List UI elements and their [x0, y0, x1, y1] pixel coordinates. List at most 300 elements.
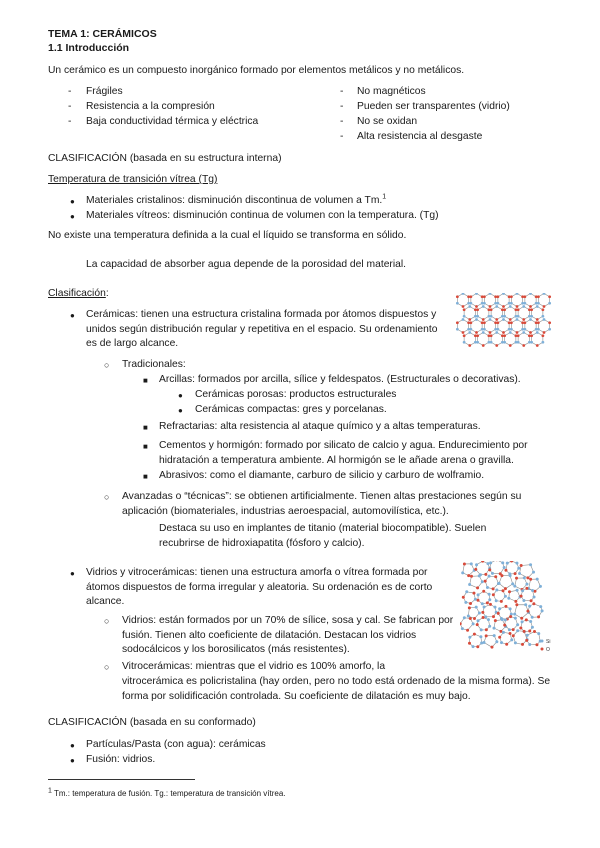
silicon-atom: [478, 574, 481, 577]
oxygen-atom: [517, 308, 520, 311]
silicon-atom: [531, 589, 534, 592]
porosity-note: La capacidad de absorber agua depende de la porosidad del material.: [86, 259, 407, 270]
list-item: Resistencia a la compresión: [86, 101, 215, 112]
oxygen-atom: [519, 627, 522, 630]
silicon-atom: [486, 562, 489, 565]
silicon-atom: [479, 635, 482, 638]
crystal-cell: [471, 320, 482, 333]
intro-paragraph: Un cerámico es un compuesto inorgánico formado por elementos metálicos y no metálicos.: [48, 65, 465, 76]
silicon-atom: [513, 585, 516, 588]
silicon-atom: [495, 331, 498, 334]
square-bullet-icon: ■: [143, 472, 148, 481]
disc-bullet-icon: ●: [70, 569, 75, 578]
oxygen-atom: [548, 321, 551, 324]
list-item: No se oxidan: [357, 116, 418, 127]
arcillas-sub-item: Cerámicas compactas: gres y porcelanas.: [195, 404, 387, 415]
oxygen-atom: [469, 295, 472, 298]
silicon-atom: [463, 616, 466, 619]
oxygen-atom: [515, 577, 518, 580]
oxygen-atom: [492, 615, 495, 618]
silicon-atom: [463, 341, 466, 344]
oxygen-atom: [475, 305, 478, 308]
oxygen-atom: [504, 587, 507, 590]
silicon-atom: [504, 618, 507, 621]
crystal-cell: [498, 294, 509, 307]
silicon-atom: [522, 305, 525, 308]
oxygen-atom: [529, 305, 532, 308]
oxygen-atom: [481, 611, 484, 614]
oxygen-atom: [516, 305, 519, 308]
oxygen-atom: [530, 308, 533, 311]
silicon-atom: [488, 593, 491, 596]
silicon-atom: [464, 601, 467, 604]
oxygen-atom: [512, 634, 515, 637]
silicon-atom: [461, 627, 464, 630]
silicon-atom: [502, 318, 505, 321]
oxygen-atom: [462, 331, 465, 334]
oxygen-atom: [530, 334, 533, 337]
oxygen-atom: [498, 636, 501, 639]
oxygen-atom: [543, 331, 546, 334]
oxygen-atom: [476, 623, 479, 626]
silicon-atom: [483, 302, 486, 305]
dash-marker: -: [340, 101, 344, 112]
crystal-cell: [464, 333, 475, 346]
glass-ring: [499, 576, 513, 589]
silicon-atom: [548, 328, 551, 331]
oxygen-atom: [525, 639, 528, 642]
silicon-atom: [468, 305, 471, 308]
oxygen-atom: [468, 606, 471, 609]
oxygen-atom: [514, 572, 517, 575]
oxygen-atom: [485, 634, 488, 637]
list-item: No magnéticos: [357, 86, 426, 97]
silicon-atom: [530, 315, 533, 318]
crystal-cell: [532, 307, 543, 320]
oxygen-atom: [510, 321, 513, 324]
oxygen-atom: [494, 575, 497, 578]
crystal-cell: [538, 320, 549, 333]
oxygen-atom: [529, 331, 532, 334]
silicon-atom: [475, 318, 478, 321]
tradicionales-label: Tradicionales:: [122, 359, 186, 370]
silicon-atom: [529, 318, 532, 321]
glass-ring: [463, 564, 475, 576]
square-bullet-icon: ■: [143, 376, 148, 385]
crystal-cell: [532, 333, 543, 346]
silicon-atom: [476, 315, 479, 318]
oxygen-atom: [535, 643, 538, 646]
silicon-atom: [529, 563, 532, 566]
silicon-atom: [537, 328, 540, 331]
amorphous-structure-figure: [460, 561, 554, 659]
oxygen-atom: [473, 617, 476, 620]
circle-bullet-icon: ○: [104, 492, 110, 502]
silicon-atom: [475, 606, 478, 609]
disc-bullet-icon: ●: [70, 212, 75, 221]
oxygen-atom: [456, 321, 459, 324]
silicon-atom: [532, 571, 535, 574]
footnote: [48, 787, 286, 802]
vitroceramicas-line: Vitrocerámicas: mientras que el vidrio es 100% amorfo, la: [122, 661, 386, 672]
silicon-atom: [514, 617, 517, 620]
oxygen-atom: [529, 578, 532, 581]
oxygen-atom: [523, 630, 526, 633]
oxygen-atom: [541, 334, 544, 337]
disc-bullet-icon: ●: [178, 406, 183, 415]
ceramicas-paragraph: Cerámicas: tienen una estructura cristalina formada por átomos dispuestos y unidos según distribución regular y repetitiva en el espacio. Su ordenamiento es de largo alcance.: [86, 309, 438, 350]
oxygen-atom: [468, 642, 471, 645]
oxygen-atom: [530, 599, 533, 602]
crystal-cell: [525, 294, 536, 307]
oxygen-atom: [536, 318, 539, 321]
oxygen-atom: [496, 321, 499, 324]
square-bullet-icon: ■: [143, 423, 148, 432]
disc-bullet-icon: ●: [70, 311, 75, 320]
silicon-atom: [476, 341, 479, 344]
oxygen-atom: [520, 595, 523, 598]
oxygen-atom: [499, 630, 502, 633]
silicon-atom: [481, 580, 484, 583]
silicon-atom: [472, 645, 475, 648]
silicon-atom: [517, 567, 520, 570]
oxygen-atom: [484, 580, 487, 583]
clasificacion-heading: [48, 287, 109, 302]
disc-bullet-icon: ●: [70, 197, 75, 206]
disc-bullet-icon: ●: [178, 391, 183, 400]
oxygen-atom: [476, 645, 479, 648]
silicon-atom: [525, 583, 528, 586]
silicon-atom: [529, 620, 532, 623]
oxygen-atom: [486, 601, 489, 604]
oxygen-atom: [532, 602, 535, 605]
legend-silicon-swatch: [541, 640, 544, 643]
silicon-atom: [482, 331, 485, 334]
silicon-atom: [495, 599, 498, 602]
clasificacion-label: Clasificación: [48, 288, 106, 299]
oxygen-atom: [497, 612, 500, 615]
silicon-atom: [514, 641, 517, 644]
silicon-atom: [493, 627, 496, 630]
silicon-atom: [487, 618, 490, 621]
silicon-atom: [470, 562, 473, 565]
legend-silicon-label: Si: [546, 639, 551, 645]
footnote-divider: [48, 779, 195, 780]
oxygen-atom: [533, 630, 536, 633]
silicon-atom: [477, 593, 480, 596]
footnote-text: Tm.: temperatura de fusión. Tg.: temperatura de transición vítrea.: [53, 789, 286, 798]
silicon-atom: [509, 574, 512, 577]
oxygen-atom: [495, 318, 498, 321]
silicon-atom: [522, 331, 525, 334]
oxygen-atom: [536, 344, 539, 347]
oxygen-atom: [522, 318, 525, 321]
oxygen-atom: [522, 344, 525, 347]
oxygen-atom: [503, 334, 506, 337]
list-item: Frágiles: [86, 86, 123, 97]
oxygen-atom: [523, 321, 526, 324]
silicon-atom: [537, 302, 540, 305]
silicon-atom: [510, 638, 513, 641]
oxygen-atom: [520, 564, 523, 567]
silicon-atom: [503, 566, 506, 569]
arcillas-item: Arcillas: formados por arcilla, sílice y feldespatos. (Estructurales o decorativas).: [159, 374, 521, 385]
silicon-atom: [531, 626, 534, 629]
silicon-atom: [513, 613, 516, 616]
oxygen-atom: [504, 569, 507, 572]
silicon-atom: [517, 315, 520, 318]
silicon-atom: [490, 341, 493, 344]
conformado-item: Partículas/Pasta (con agua): cerámicas: [86, 739, 266, 750]
section-heading: 1.1 Introducción: [48, 42, 130, 54]
crystal-cell: [484, 294, 495, 307]
silicon-atom: [489, 561, 492, 564]
silicon-atom: [483, 328, 486, 331]
disc-bullet-icon: ●: [70, 756, 75, 765]
silicon-atom: [531, 616, 534, 619]
crystal-cell: [518, 307, 529, 320]
oxygen-atom: [526, 576, 529, 579]
silicon-atom: [541, 341, 544, 344]
silicon-atom: [543, 318, 546, 321]
conformado-item: Fusión: vidrios.: [86, 754, 156, 765]
oxygen-atom: [488, 568, 491, 571]
silicon-atom: [496, 302, 499, 305]
oxygen-atom: [462, 596, 465, 599]
oxygen-atom: [541, 308, 544, 311]
silicon-atom: [469, 302, 472, 305]
silicon-atom: [537, 632, 540, 635]
silicon-atom: [483, 641, 486, 644]
silicon-atom: [488, 598, 491, 601]
crystal-cell: [471, 294, 482, 307]
crystal-cell: [491, 307, 502, 320]
silicon-atom: [539, 585, 542, 588]
silicon-atom: [521, 620, 524, 623]
oxygen-atom: [494, 619, 497, 622]
silicon-atom: [495, 640, 498, 643]
silicon-atom: [536, 331, 539, 334]
silicon-atom: [509, 305, 512, 308]
oxygen-atom: [476, 308, 479, 311]
oxygen-atom: [504, 605, 507, 608]
oxygen-atom: [483, 295, 486, 298]
oxygen-atom: [495, 344, 498, 347]
arcillas-sub-item: Cerámicas porosas: productos estructurales: [195, 389, 397, 400]
crystal-cell: [518, 333, 529, 346]
abrasivos-item: Abrasivos: como el diamante, carburo de silicio y carburo de wolframio.: [159, 470, 485, 481]
silicon-atom: [496, 328, 499, 331]
crystal-cell: [484, 320, 495, 333]
glass-ring: [515, 578, 527, 590]
oxygen-atom: [482, 590, 485, 593]
list-item: Pueden ser transparentes (vidrio): [357, 101, 510, 112]
oxygen-atom: [503, 624, 506, 627]
silicon-atom: [517, 341, 520, 344]
silicon-atom: [516, 623, 519, 626]
silicon-atom: [481, 602, 484, 605]
oxygen-atom: [503, 308, 506, 311]
footnote-ref: 1: [382, 193, 387, 201]
oxygen-atom: [528, 630, 531, 633]
cementos-item: Cementos y hormigón: formado por silicato de calcio y agua. Endurecimiento por hidratación a temperatura ambiente. Al hormigón se le añade arena o gravilla.: [159, 440, 528, 466]
oxygen-atom: [472, 592, 475, 595]
silicon-atom: [501, 618, 504, 621]
vidrios-item: Vidrios: están formados por un 70% de sílice, sosa y cal. Se fabrican por fusión. Tienen alto coeficiente de dilatación. Destacan los vidrios sodocálcicos y los borosilicatos (más resistentes).: [122, 615, 454, 656]
oxygen-atom: [469, 617, 472, 620]
silicon-atom: [523, 328, 526, 331]
silicon-atom: [478, 611, 481, 614]
silicon-atom: [510, 328, 513, 331]
dash-marker: -: [340, 86, 344, 97]
oxygen-atom: [510, 561, 513, 563]
silicon-atom: [528, 643, 531, 646]
silicon-atom: [468, 636, 471, 639]
silicon-atom: [465, 590, 468, 593]
oxygen-atom: [537, 615, 540, 618]
circle-bullet-icon: ○: [104, 360, 110, 370]
silicon-atom: [515, 562, 518, 565]
silicon-atom: [510, 302, 513, 305]
silicon-atom: [523, 302, 526, 305]
crystal-cell: [505, 307, 516, 320]
silicon-atom: [516, 629, 519, 632]
oxygen-atom: [548, 295, 551, 298]
oxygen-atom: [525, 587, 528, 590]
oxygen-atom: [470, 575, 473, 578]
crystal-cell: [478, 333, 489, 346]
oxygen-atom: [509, 344, 512, 347]
oxygen-atom: [515, 603, 518, 606]
oxygen-atom: [489, 603, 492, 606]
square-bullet-icon: ■: [143, 442, 148, 451]
oxygen-atom: [537, 295, 540, 298]
silicon-atom: [516, 589, 519, 592]
silicon-atom: [477, 619, 480, 622]
oxygen-atom: [509, 632, 512, 635]
oxygen-atom: [473, 633, 476, 636]
oxygen-atom: [467, 574, 470, 577]
oxygen-atom: [476, 334, 479, 337]
oxygen-atom: [469, 321, 472, 324]
circle-bullet-icon: ○: [104, 662, 110, 672]
dash-marker: -: [68, 101, 72, 112]
oxygen-atom: [510, 295, 513, 298]
classification-internal-heading: CLASIFICACIÓN (basada en su estructura interna): [48, 153, 282, 164]
silicon-atom: [468, 331, 471, 334]
silicon-atom: [548, 302, 551, 305]
oxygen-atom: [462, 305, 465, 308]
silicon-atom: [467, 615, 470, 618]
silicon-atom: [502, 631, 505, 634]
vidrios-paragraph: Vidrios y vitrocerámicas: tienen una estructura amorfa o vítrea formada por átomos dispuestos de forma irregular y aleatoria. Su ordenación es de corto alcance.: [86, 567, 433, 608]
oxygen-atom: [463, 562, 466, 565]
silicon-atom: [521, 589, 524, 592]
oxygen-atom: [490, 646, 493, 649]
crystal-cell: [538, 294, 549, 307]
oxygen-atom: [508, 590, 511, 593]
oxygen-atom: [484, 573, 487, 576]
silicon-atom: [480, 628, 483, 631]
oxygen-atom: [502, 331, 505, 334]
circle-bullet-icon: ○: [104, 616, 110, 626]
dash-marker: -: [68, 116, 72, 127]
silicon-atom: [536, 578, 539, 581]
oxygen-atom: [476, 599, 479, 602]
crystal-cell: [511, 294, 522, 307]
silicon-atom: [456, 302, 459, 305]
silicon-atom: [523, 576, 526, 579]
oxygen-atom: [481, 561, 484, 563]
silicon-atom: [504, 595, 507, 598]
silicon-atom: [506, 562, 509, 565]
oxygen-atom: [476, 586, 479, 589]
oxygen-atom: [490, 334, 493, 337]
silicon-atom: [502, 293, 505, 295]
silicon-atom: [543, 293, 546, 295]
oxygen-atom: [456, 295, 459, 298]
silicon-atom: [493, 634, 496, 637]
list-item: Materiales vítreos: disminución continua de volumen con la temperatura. (Tg): [86, 210, 439, 221]
silicon-atom: [536, 305, 539, 308]
oxygen-atom: [537, 321, 540, 324]
silicon-atom: [461, 571, 464, 574]
silicon-atom: [489, 293, 492, 295]
silicon-atom: [528, 605, 531, 608]
oxygen-atom: [492, 587, 495, 590]
silicon-atom: [522, 599, 525, 602]
oxygen-atom: [474, 568, 477, 571]
silicon-atom: [533, 595, 536, 598]
oxygen-atom: [489, 331, 492, 334]
silicon-atom: [529, 293, 532, 295]
silicon-atom: [501, 561, 504, 564]
silicon-atom: [463, 315, 466, 318]
silicon-atom: [516, 318, 519, 321]
silicon-atom: [541, 609, 544, 612]
oxygen-atom: [525, 618, 528, 621]
oxygen-atom: [521, 643, 524, 646]
silicon-atom: [526, 634, 529, 637]
oxygen-atom: [485, 628, 488, 631]
silicon-atom: [518, 572, 521, 575]
silicon-atom: [462, 318, 465, 321]
oxygen-atom: [483, 321, 486, 324]
silicon-atom: [509, 331, 512, 334]
crystal-cell: [457, 294, 468, 307]
oxygen-atom: [502, 305, 505, 308]
silicon-atom: [516, 293, 519, 295]
crystal-cell: [511, 320, 522, 333]
oxygen-atom: [482, 318, 485, 321]
silicon-atom: [511, 582, 514, 585]
crystal-cell: [478, 307, 489, 320]
silicon-atom: [498, 607, 501, 610]
legend-oxygen-label: O: [546, 647, 550, 653]
titanio-note: Destaca su uso en implantes de titanio (material biocompatible). Suelen recubrirse de hidroxiapatita (fósforo y calcio).: [159, 523, 487, 549]
silicon-atom: [468, 583, 471, 586]
silicon-atom: [475, 563, 478, 566]
crystal-cell: [525, 320, 536, 333]
oxygen-atom: [496, 295, 499, 298]
oxygen-atom: [466, 629, 469, 632]
oxygen-atom: [468, 318, 471, 321]
oxygen-atom: [502, 589, 505, 592]
silicon-atom: [503, 315, 506, 318]
oxygen-atom: [509, 615, 512, 618]
clasificacion-colon: :: [105, 288, 109, 299]
oxygen-atom: [482, 616, 485, 619]
